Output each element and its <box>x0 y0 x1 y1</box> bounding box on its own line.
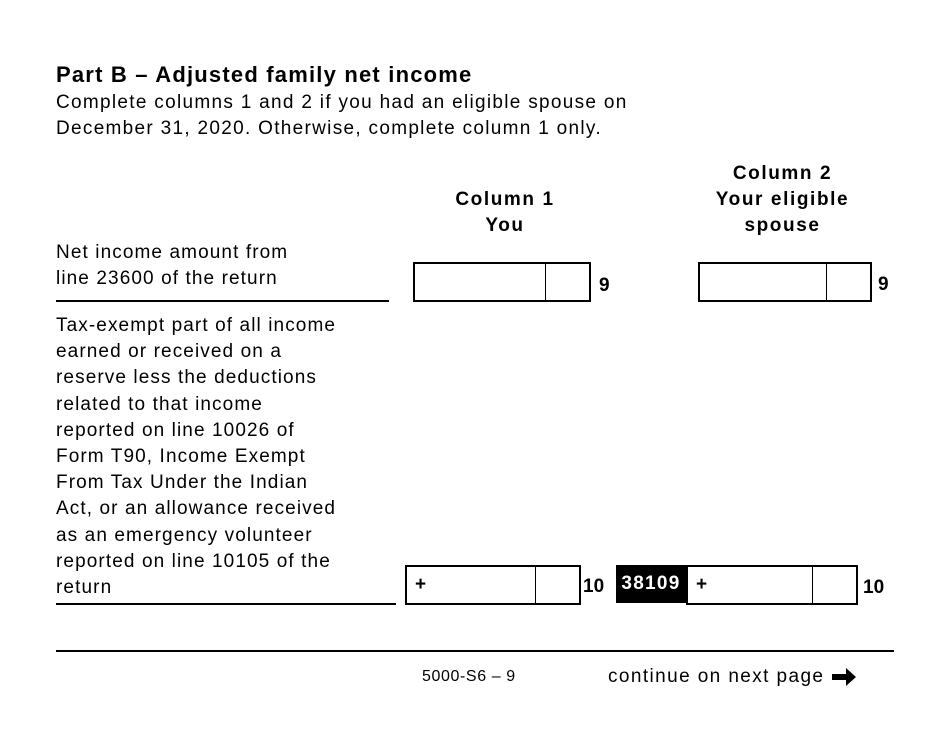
line-9-col1-dollars[interactable] <box>415 264 545 300</box>
row-9-description <box>56 240 288 292</box>
line-9-col1-input[interactable] <box>413 262 591 302</box>
row-10-description-line: reported on line 10105 of the <box>56 550 331 572</box>
line-10-col2-input[interactable] <box>686 565 858 605</box>
row-10-description <box>56 313 336 601</box>
row-9-underline <box>56 300 389 302</box>
row-9-description-line: line 23600 of the return <box>56 268 278 290</box>
row-10-description-line: Form T90, Income Exempt <box>56 446 306 468</box>
column-2-sublabel-1: Your eligible <box>715 189 850 210</box>
instructions-line-1: Complete columns 1 and 2 if you had an eligible spouse on <box>56 92 628 113</box>
line-10-col1-cents[interactable] <box>535 567 579 603</box>
column-2-sublabel-2: spouse <box>744 215 821 236</box>
field-code-badge: 38109 <box>616 565 686 603</box>
instructions-line-2: December 31, 2020. Otherwise, complete column 1 only. <box>56 118 602 139</box>
column-2-heading <box>690 161 875 239</box>
footer-divider <box>56 650 894 652</box>
line-9-col2-cents[interactable] <box>826 264 870 300</box>
row-10-underline <box>56 603 396 605</box>
plus-operator: + <box>696 574 708 595</box>
line-9-col2-dollars[interactable] <box>700 264 826 300</box>
line-9-number-col1: 9 <box>599 275 610 296</box>
row-10-description-line: From Tax Under the Indian <box>56 472 309 494</box>
continue-label: continue on next page <box>608 666 825 687</box>
column-2-label: Column 2 <box>732 163 833 184</box>
column-1-label: Column 1 <box>455 189 555 210</box>
continue-next-page[interactable] <box>608 665 858 689</box>
row-10-description-line: related to that income <box>56 393 263 415</box>
line-9-number-col2: 9 <box>878 274 889 295</box>
row-10-description-line: as an emergency volunteer <box>56 524 313 546</box>
row-10-description-line: return <box>56 577 113 599</box>
form-number: 5000-S6 – 9 <box>422 668 516 685</box>
row-10-description-line: reserve less the deductions <box>56 367 317 389</box>
line-10-number-col2: 10 <box>863 577 885 598</box>
row-9-description-line: Net income amount from <box>56 242 289 263</box>
column-1-heading <box>425 187 585 239</box>
arrow-right-icon <box>830 665 858 689</box>
column-1-sublabel: You <box>485 215 525 236</box>
row-10-description-line: Tax-exempt part of all income <box>56 315 337 336</box>
row-10-description-line: earned or received on a <box>56 341 282 363</box>
plus-operator: + <box>415 574 427 595</box>
line-10-col2-dollars[interactable] <box>688 567 812 603</box>
row-10-description-line: Act, or an allowance received <box>56 498 337 520</box>
line-10-number-col1: 10 <box>583 576 605 597</box>
line-10-col1-dollars[interactable] <box>407 567 535 603</box>
line-10-col2-cents[interactable] <box>812 567 856 603</box>
line-9-col1-cents[interactable] <box>545 264 589 300</box>
section-title: Part B – Adjusted family net income <box>56 62 473 87</box>
line-9-col2-input[interactable] <box>698 262 872 302</box>
line-10-col1-input[interactable] <box>405 565 581 605</box>
row-10-description-line: reported on line 10026 of <box>56 419 295 441</box>
